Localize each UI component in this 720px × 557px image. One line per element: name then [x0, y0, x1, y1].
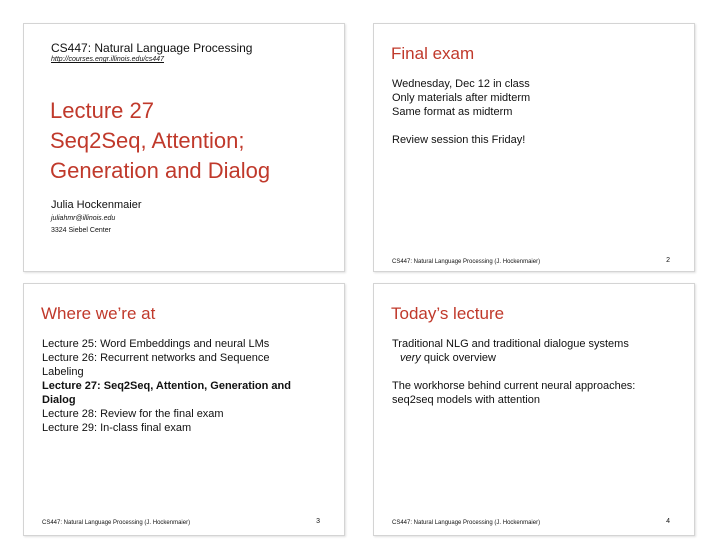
slide-4: [373, 283, 695, 536]
slide-body: [392, 77, 530, 147]
body-line: seq2seq models with attention: [392, 394, 540, 406]
page-number: 2: [666, 257, 670, 264]
body-line: Lecture 26: Recurrent networks and Sequence: [42, 352, 270, 364]
body-line: Only materials after midterm: [392, 92, 531, 104]
body-line: Lecture 29: In-class final exam: [42, 422, 192, 434]
slide-body: [42, 337, 291, 435]
body-line: Lecture 28: Review for the final exam: [42, 408, 224, 420]
slide-title: Where we’re at: [41, 304, 156, 323]
emphasis: very: [400, 352, 421, 364]
body-line: [392, 351, 635, 365]
body-line: Labeling: [42, 366, 84, 378]
slide-3: [23, 283, 345, 536]
body-line: Wednesday, Dec 12 in class: [392, 78, 530, 90]
slide-footer: CS447: Natural Language Processing (J. Hockenmaier): [392, 259, 541, 265]
body-line: Same format as midterm: [392, 106, 513, 118]
author-name: Julia Hockenmaier: [51, 199, 142, 211]
page-number: 4: [666, 518, 670, 525]
page-number: 3: [316, 518, 320, 525]
course-name: CS447: Natural Language Processing: [51, 41, 253, 55]
slide-2: [373, 23, 695, 272]
body-line: The workhorse behind current neural approaches:: [392, 380, 636, 392]
slide-title: Today’s lecture: [391, 304, 505, 323]
body-line: Review session this Friday!: [392, 134, 526, 146]
course-url[interactable]: http://courses.engr.illinois.edu/cs447: [51, 56, 164, 63]
lecture-title-line-1: Lecture 27: [50, 98, 154, 123]
author-office: 3324 Siebel Center: [51, 227, 111, 234]
lecture-title-line-2: Seq2Seq, Attention;: [50, 128, 245, 153]
slide-body: [392, 337, 635, 407]
lecture-title: [50, 96, 270, 186]
slide-footer: CS447: Natural Language Processing (J. Hockenmaier): [42, 520, 191, 526]
body-line: Traditional NLG and traditional dialogue systems: [392, 338, 629, 350]
author-email: juliahmr@illinois.edu: [51, 215, 116, 222]
slide-footer: CS447: Natural Language Processing (J. Hockenmaier): [392, 520, 541, 526]
body-text: quick overview: [420, 352, 496, 364]
body-line-current: Lecture 27: Seq2Seq, Attention, Generation and: [42, 380, 291, 392]
slide-1: [23, 23, 345, 272]
body-line: Lecture 25: Word Embeddings and neural LMs: [42, 338, 270, 350]
slide-title: Final exam: [391, 44, 475, 63]
body-line-current: Dialog: [42, 394, 76, 406]
lecture-title-line-3: Generation and Dialog: [50, 158, 271, 183]
